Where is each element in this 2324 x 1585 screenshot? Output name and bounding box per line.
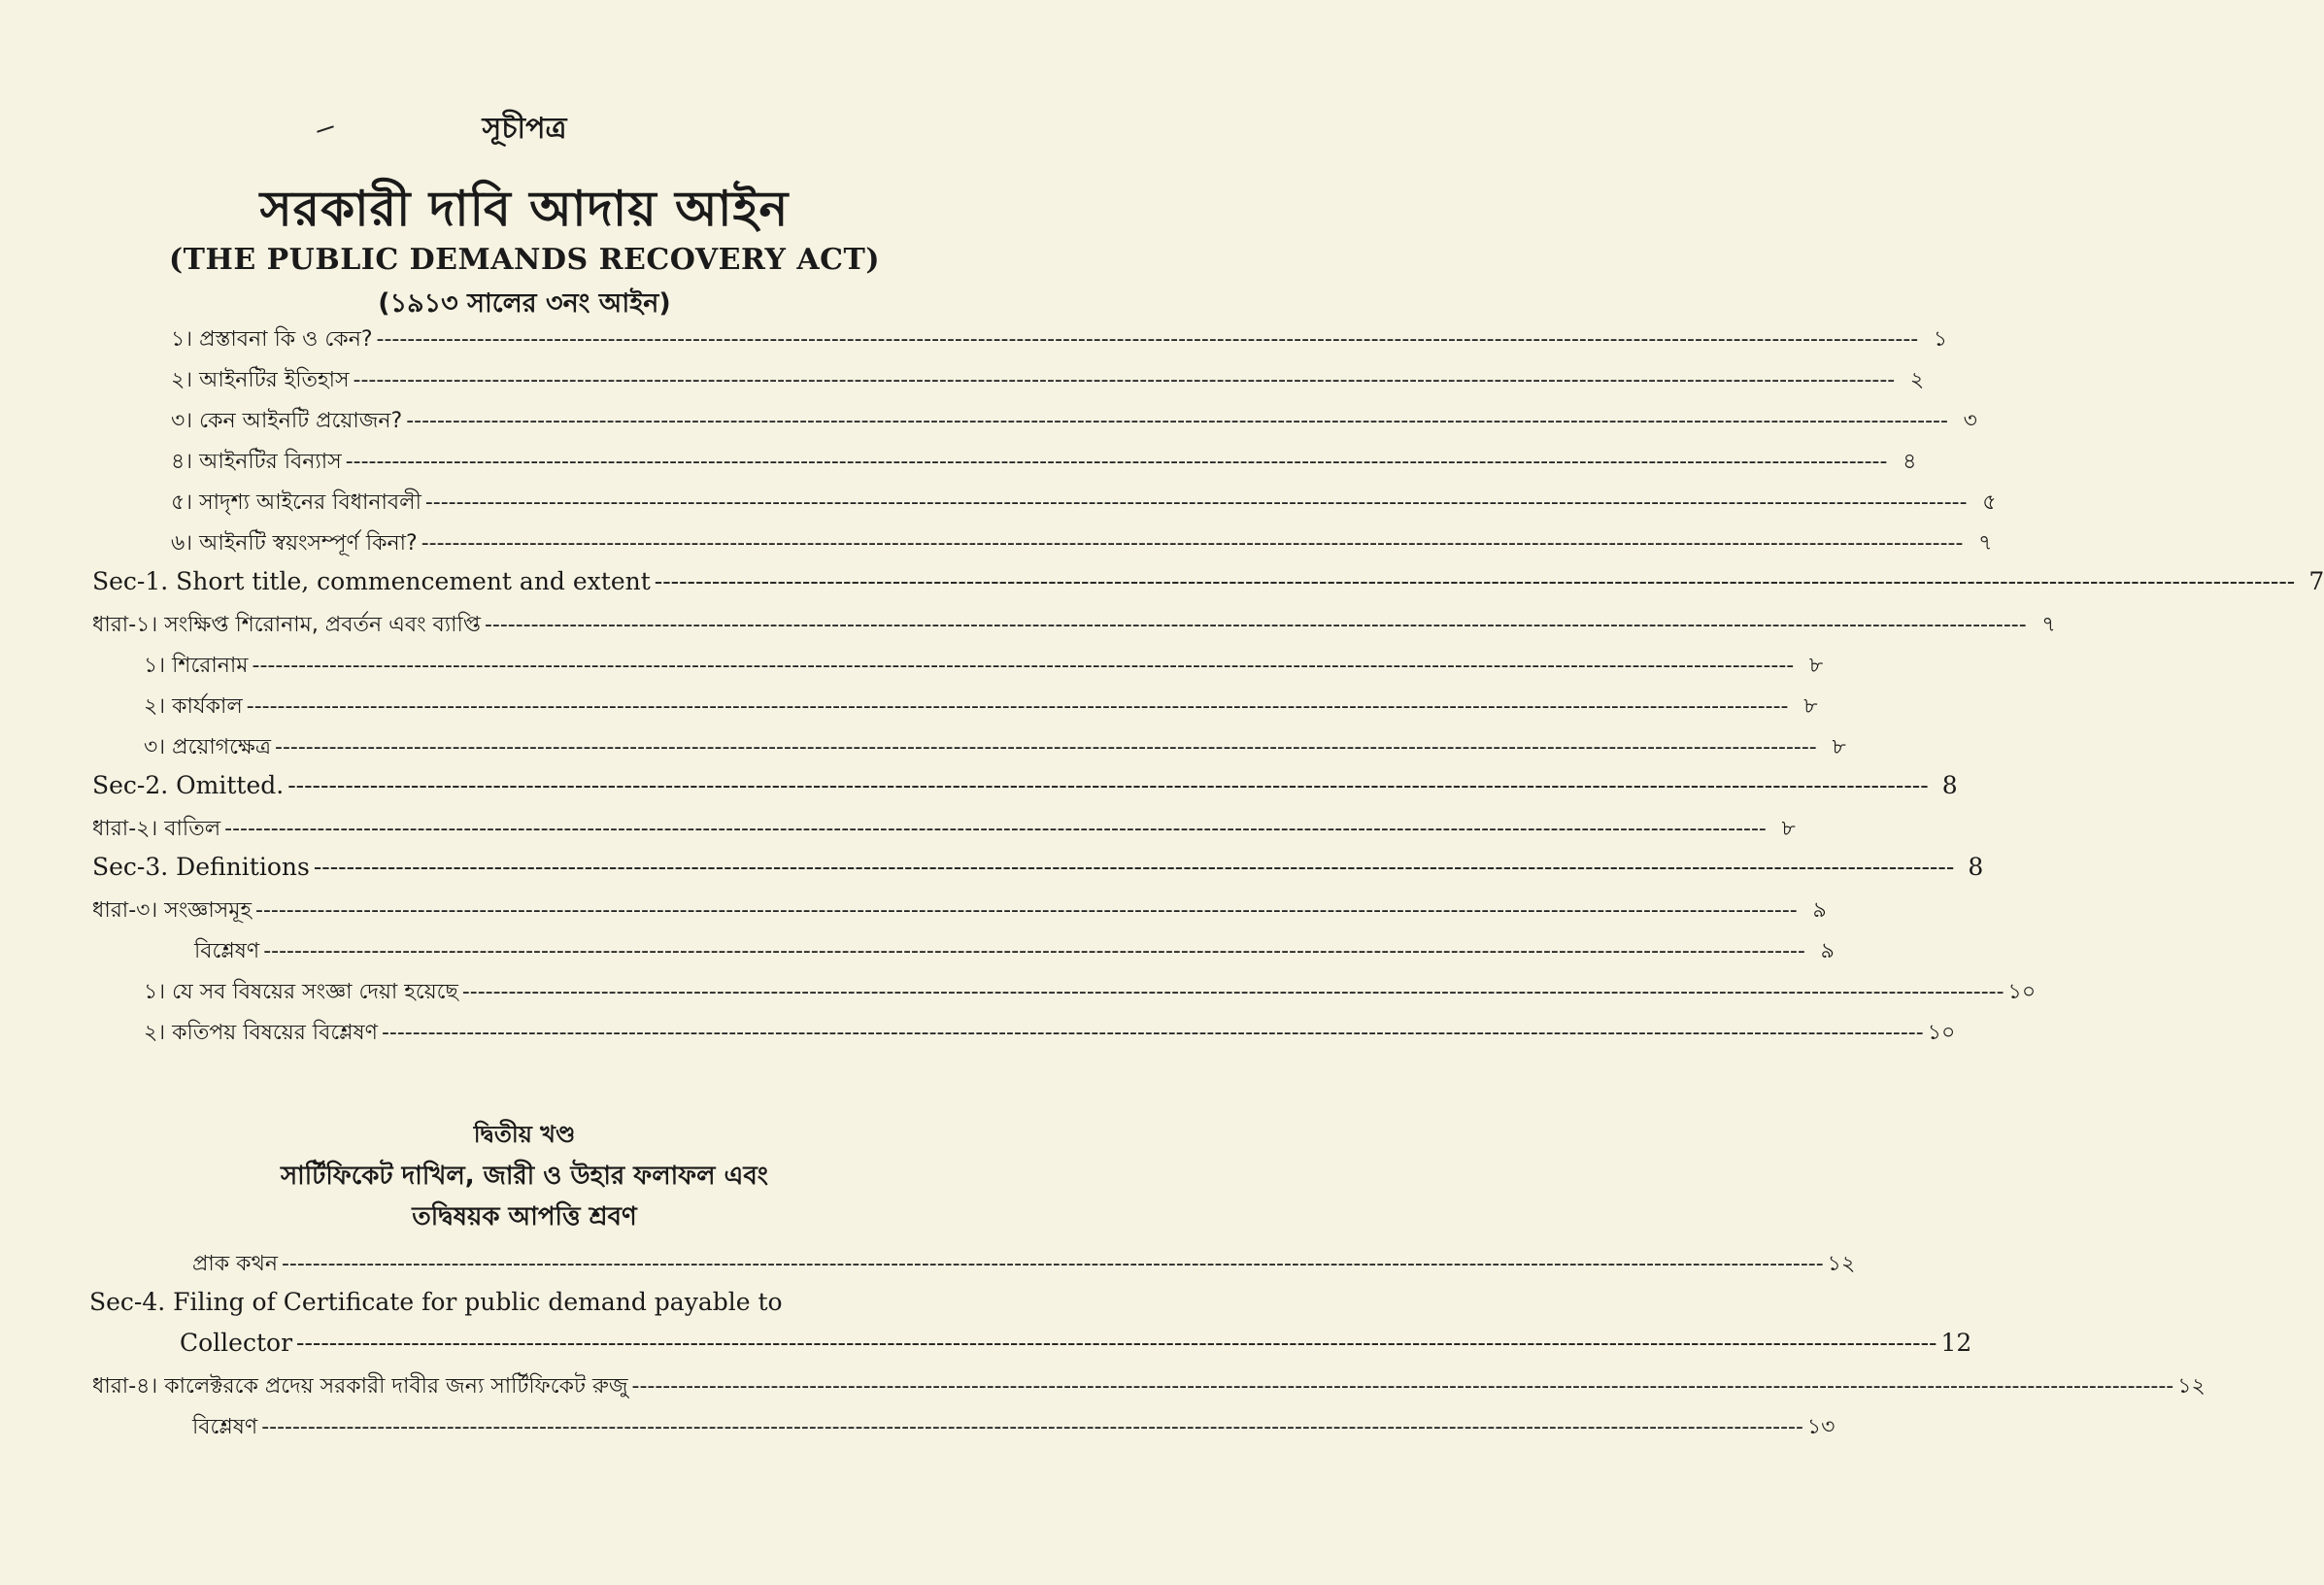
toc-entry-label: ৩। প্রয়োগক্ষেত্র bbox=[144, 735, 272, 759]
toc-entry-label: ৩। কেন আইনটি প্রয়োজন? bbox=[171, 409, 403, 433]
toc-entry-page: ২ bbox=[1909, 368, 1925, 392]
part-two-label: দ্বিতীয় খণ্ড bbox=[473, 1121, 576, 1148]
toc-entry-label: বিশ্লেষণ bbox=[192, 1415, 258, 1439]
part-two-title-line1: সার্টিফিকেট দাখিল, জারী ও উহার ফলাফল এবং bbox=[281, 1162, 768, 1191]
toc-entry-page: ১০ bbox=[1927, 1021, 1956, 1045]
toc-entry-label: বিশ্লেষণ bbox=[194, 939, 260, 963]
toc-entry-page: ৭ bbox=[1978, 531, 1993, 556]
toc-entry[interactable] bbox=[92, 853, 1984, 881]
toc-entry[interactable] bbox=[171, 363, 1925, 399]
toc-entry-label: Sec-1. Short title, commencement and extent bbox=[92, 567, 651, 595]
toc-entry-label: ৫। সাদৃশ্য আইনের বিধানাবলী bbox=[171, 490, 421, 515]
leader-dots: -------------------------------------------------------------------------------------------------------------------------------------------------------------------------------------------------------- bbox=[461, 980, 2004, 1004]
toc-entry[interactable] bbox=[171, 445, 1917, 481]
toc-entry[interactable] bbox=[144, 1016, 1956, 1052]
toc-entry-page: ৩ bbox=[1963, 409, 1977, 433]
leader-dots: -------------------------------------------------------------------------------------------------------------------------------------------------------------------------------------------------------- bbox=[345, 450, 1888, 474]
toc-entry-page: ১২ bbox=[2177, 1374, 2206, 1399]
act-number: (১৯১৩ সালের ৩নং আইন) bbox=[378, 288, 671, 319]
toc-entry[interactable] bbox=[144, 975, 2037, 1011]
toc-entry-page: ৮ bbox=[1803, 694, 1818, 719]
leader-dots: -------------------------------------------------------------------------------------------------------------------------------------------------------------------------------------------------------- bbox=[296, 1329, 1937, 1357]
toc-entry-label: ৬। আইনটি স্বয়ংসম্পূর্ণ কিনা? bbox=[171, 531, 418, 556]
act-english-title: (THE PUBLIC DEMANDS RECOVERY ACT) bbox=[168, 243, 881, 277]
toc-entry[interactable] bbox=[144, 690, 1818, 725]
toc-entry-label: Sec-3. Definitions bbox=[92, 853, 310, 881]
leader-dots: -------------------------------------------------------------------------------------------------------------------------------------------------------------------------------------------------------- bbox=[252, 654, 1795, 678]
toc-entry-label: ৪। আইনটির বিন্যাস bbox=[171, 450, 342, 474]
leader-dots: -------------------------------------------------------------------------------------------------------------------------------------------------------------------------------------------------------- bbox=[313, 853, 1955, 881]
act-title: সরকারী দাবি আদায় আইন bbox=[259, 181, 790, 237]
leader-dots: -------------------------------------------------------------------------------------------------------------------------------------------------------------------------------------------------------- bbox=[263, 939, 1805, 963]
toc-entry-label: ধারা-২। বাতিল bbox=[92, 817, 221, 841]
leader-dots: -------------------------------------------------------------------------------------------------------------------------------------------------------------------------------------------------------- bbox=[255, 898, 1798, 923]
toc-entry[interactable] bbox=[171, 322, 1948, 358]
toc-entry[interactable] bbox=[171, 404, 1977, 440]
toc-entry[interactable] bbox=[144, 649, 1824, 685]
leader-dots: -------------------------------------------------------------------------------------------------------------------------------------------------------------------------------------------------------- bbox=[275, 735, 1817, 759]
leader-dots: -------------------------------------------------------------------------------------------------------------------------------------------------------------------------------------------------------- bbox=[224, 817, 1767, 841]
toc-entry[interactable] bbox=[92, 1369, 2206, 1405]
toc-entry-page: ১৩ bbox=[1806, 1415, 1836, 1439]
toc-entry-page: ৯ bbox=[1812, 898, 1827, 923]
leader-dots: -------------------------------------------------------------------------------------------------------------------------------------------------------------------------------------------------------- bbox=[381, 1021, 1924, 1045]
toc-entry-page: ৯ bbox=[1820, 939, 1835, 963]
leader-dots: -------------------------------------------------------------------------------------------------------------------------------------------------------------------------------------------------------- bbox=[376, 327, 1919, 352]
leader-dots: -------------------------------------------------------------------------------------------------------------------------------------------------------------------------------------------------------- bbox=[631, 1374, 2174, 1399]
toc-entry[interactable] bbox=[180, 1329, 1972, 1357]
toc-entry-page: 12 bbox=[1940, 1329, 1972, 1357]
toc-entry-page: 8 bbox=[1968, 853, 1984, 881]
toc-entry-page: ১ bbox=[1933, 327, 1948, 352]
leader-dots: -------------------------------------------------------------------------------------------------------------------------------------------------------------------------------------------------------- bbox=[246, 694, 1789, 719]
toc-entry-label: ধারা-৩। সংজ্ঞাসমূহ bbox=[92, 898, 253, 923]
toc-entry-sec4-line1[interactable]: Sec-4. Filing of Certificate for public demand payable to bbox=[89, 1288, 783, 1316]
toc-entry-label: ধারা-১। সংক্ষিপ্ত শিরোনাম, প্রবর্তন এবং ব্যাপ্তি bbox=[92, 613, 481, 637]
toc-entry-page: 8 bbox=[1941, 771, 1958, 799]
toc-entry-page: 7 bbox=[2308, 567, 2324, 595]
toc-entry-label: ২। আইনটির ইতিহাস bbox=[171, 368, 350, 392]
toc-entry-label: ২। কার্যকাল bbox=[144, 694, 243, 719]
toc-entry[interactable] bbox=[171, 526, 1993, 562]
toc-entry-label: Collector bbox=[180, 1329, 293, 1357]
leader-dots: -------------------------------------------------------------------------------------------------------------------------------------------------------------------------------------------------------- bbox=[281, 1252, 1824, 1276]
toc-entry-page: ৮ bbox=[1808, 654, 1824, 678]
toc-entry-label: ২। কতিপয় বিষয়ের বিশ্লেষণ bbox=[144, 1021, 378, 1045]
toc-entry-page: ৪ bbox=[1903, 450, 1917, 474]
leader-dots: -------------------------------------------------------------------------------------------------------------------------------------------------------------------------------------------------------- bbox=[421, 531, 1964, 556]
part-two-title-line2: তদ্বিষয়ক আপত্তি শ্রবণ bbox=[412, 1202, 637, 1231]
toc-entry[interactable] bbox=[192, 1410, 1836, 1446]
toc-entry[interactable] bbox=[192, 1247, 1856, 1283]
toc-entry-page: ১০ bbox=[2007, 980, 2037, 1004]
toc-entry-label: ধারা-৪। কালেক্টরকে প্রদেয় সরকারী দাবীর জন্য সার্টিফিকেট রুজু bbox=[92, 1374, 628, 1399]
toc-entry-page: ৭ bbox=[2041, 613, 2056, 637]
toc-heading: সূচীপত্র bbox=[482, 112, 567, 146]
toc-entry-page: ৮ bbox=[1781, 817, 1796, 841]
toc-entry-page: ১২ bbox=[1827, 1252, 1856, 1276]
toc-entry[interactable] bbox=[194, 934, 1835, 970]
toc-entry-label: Sec-2. Omitted. bbox=[92, 771, 285, 799]
toc-entry-label: ১। শিরোনাম bbox=[144, 654, 249, 678]
toc-entry[interactable] bbox=[92, 894, 1827, 929]
leader-dots: -------------------------------------------------------------------------------------------------------------------------------------------------------------------------------------------------------- bbox=[654, 567, 2296, 595]
toc-entry-page: ৮ bbox=[1832, 735, 1846, 759]
toc-entry[interactable] bbox=[144, 730, 1846, 766]
toc-entry-label: ১। যে সব বিষয়ের সংজ্ঞা দেয়া হয়েছে bbox=[144, 980, 458, 1004]
leader-dots: -------------------------------------------------------------------------------------------------------------------------------------------------------------------------------------------------------- bbox=[424, 490, 1968, 515]
toc-entry[interactable] bbox=[92, 567, 2324, 595]
leader-dots: -------------------------------------------------------------------------------------------------------------------------------------------------------------------------------------------------------- bbox=[261, 1415, 1803, 1439]
toc-entry-label: প্রাক কথন bbox=[192, 1252, 278, 1276]
toc-entry[interactable] bbox=[92, 608, 2056, 644]
toc-entry-page: ৫ bbox=[1982, 490, 1997, 515]
toc-entry[interactable] bbox=[92, 771, 1958, 799]
leader-dots: -------------------------------------------------------------------------------------------------------------------------------------------------------------------------------------------------------- bbox=[353, 368, 1896, 392]
leader-dots: -------------------------------------------------------------------------------------------------------------------------------------------------------------------------------------------------------- bbox=[484, 613, 2027, 637]
toc-entry[interactable] bbox=[92, 812, 1796, 848]
leader-dots: -------------------------------------------------------------------------------------------------------------------------------------------------------------------------------------------------------- bbox=[287, 771, 1929, 799]
leader-dots: -------------------------------------------------------------------------------------------------------------------------------------------------------------------------------------------------------- bbox=[406, 409, 1948, 433]
toc-entry[interactable] bbox=[171, 486, 1997, 522]
toc-entry-label: ১। প্রস্তাবনা কি ও কেন? bbox=[171, 327, 373, 352]
